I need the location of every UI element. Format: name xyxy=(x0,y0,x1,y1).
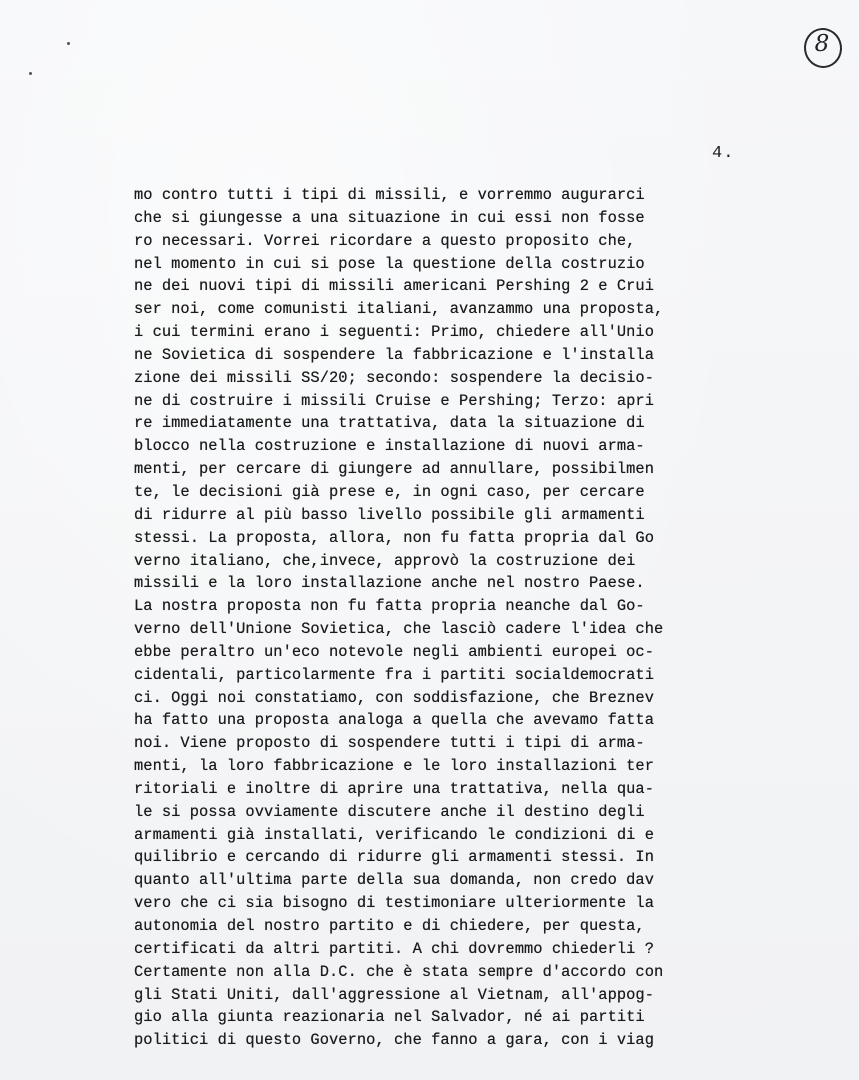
text-line: stessi. La proposta, allora, non fu fatta propria dal Go xyxy=(134,528,655,547)
text-line: nel momento in cui si pose la questione della costruzio xyxy=(134,254,645,273)
text-line: menti, per cercare di giungere ad annullare, possibilmen xyxy=(134,460,655,479)
text-line: Certamente non alla D.C. che è stata sempre d'accordo con xyxy=(134,962,664,981)
text-line: ne dei nuovi tipi di missili americani Pershing 2 e Crui xyxy=(134,277,655,296)
ink-speck xyxy=(29,72,32,75)
text-line: zione dei missili SS/20; secondo: sospendere la decisio- xyxy=(134,368,655,387)
text-line: i cui termini erano i seguenti: Primo, chiedere all'Unio xyxy=(134,323,655,342)
handwritten-number: 8 xyxy=(814,31,830,57)
text-line: certificati da altri partiti. A chi dovremmo chiederli ? xyxy=(134,939,655,958)
text-line: politici di questo Governo, che fanno a gara, con i viag xyxy=(134,1031,655,1050)
text-line: blocco nella costruzione e installazione di nuovi arma- xyxy=(134,437,645,456)
page-number: 4. xyxy=(712,144,735,163)
text-line: ha fatto una proposta analoga a quella che avevamo fatta xyxy=(134,711,655,730)
text-line: ritoriali e inoltre di aprire una trattativa, nella qua- xyxy=(134,779,655,798)
text-line: La nostra proposta non fu fatta propria neanche dal Go- xyxy=(134,597,645,616)
text-line: quilibrio e cercando di ridurre gli armamenti stessi. In xyxy=(134,848,655,867)
text-line: menti, la loro fabbricazione e le loro installazioni ter xyxy=(134,757,655,776)
text-line: autonomia del nostro partito e di chiedere, per questa, xyxy=(134,917,645,935)
text-line: di ridurre al più basso livello possibile gli armamenti xyxy=(134,505,645,524)
text-line: armamenti già installati, verificando le condizioni di e xyxy=(134,825,655,844)
text-line: mo contro tutti i tipi di missili, e vorremmo augurarci xyxy=(134,186,645,204)
text-line: ci. Oggi noi constatiamo, con soddisfazione, che Breznev xyxy=(134,688,655,707)
text-line: ne Sovietica di sospendere la fabbricazione e l'installa xyxy=(134,345,655,364)
handwritten-page-mark xyxy=(802,26,842,68)
text-line: ne di costruire i missili Cruise e Pershing; Terzo: apri xyxy=(134,391,655,410)
text-line: vero che ci sia bisogno di testimoniare ulteriormente la xyxy=(134,894,655,913)
text-line: che si giungesse a una situazione in cui essi non fosse xyxy=(134,208,645,227)
typewritten-body xyxy=(134,184,774,1052)
text-line: te, le decisioni già prese e, in ogni caso, per cercare xyxy=(134,482,645,501)
text-line: quanto all'ultima parte della sua domanda, non credo dav xyxy=(134,871,655,890)
text-line: cidentali, particolarmente fra i partiti socialdemocrati xyxy=(134,665,655,684)
text-line: gli Stati Uniti, dall'aggressione al Vietnam, all'appog- xyxy=(134,985,655,1004)
text-line: re immediatamente una trattativa, data la situazione di xyxy=(134,414,645,433)
text-line: verno italiano, che,invece, approvò la costruzione dei xyxy=(134,551,636,570)
text-line: missili e la loro installazione anche nel nostro Paese. xyxy=(134,574,645,593)
text-line: verno dell'Unione Sovietica, che lasciò cadere l'idea che xyxy=(134,620,664,639)
text-line: gio alla giunta reazionaria nel Salvador, né ai partiti xyxy=(134,1008,645,1027)
text-line: ser noi, come comunisti italiani, avanzammo una proposta, xyxy=(134,300,664,319)
text-line: ro necessari. Vorrei ricordare a questo proposito che, xyxy=(134,231,636,250)
ink-speck xyxy=(67,42,70,45)
text-line: le si possa ovviamente discutere anche il destino degli xyxy=(134,802,645,821)
text-line: noi. Viene proposto di sospendere tutti i tipi di arma- xyxy=(134,734,645,753)
text-line: ebbe peraltro un'eco notevole negli ambienti europei oc- xyxy=(134,642,655,661)
